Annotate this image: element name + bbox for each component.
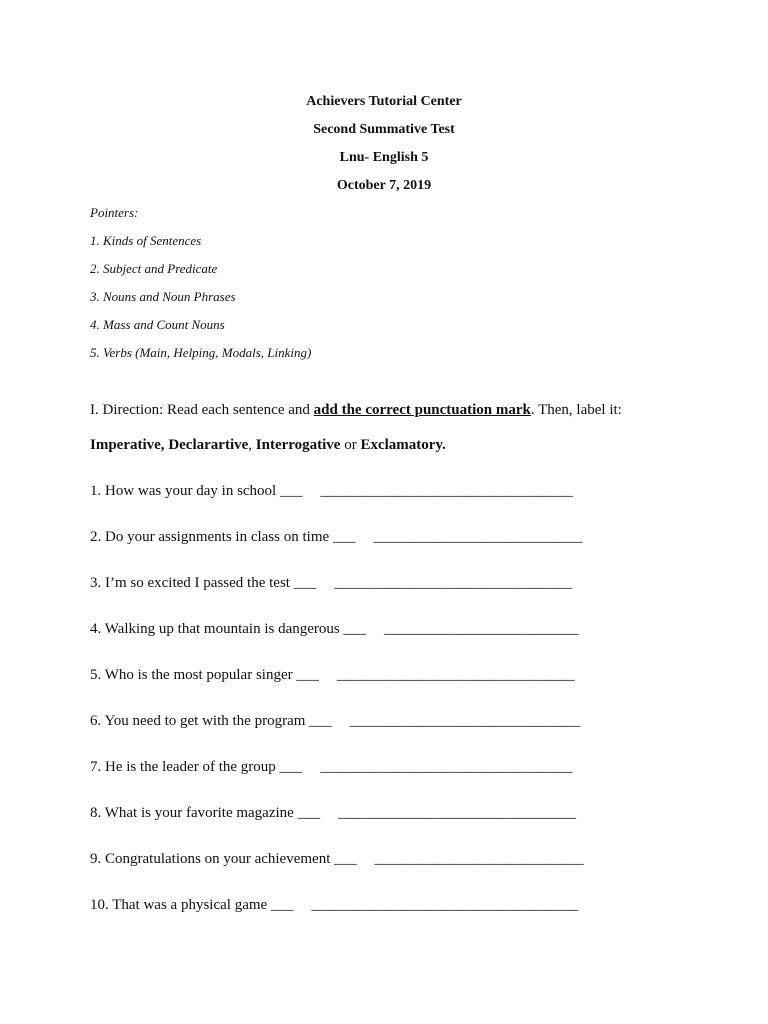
question-sentence: 9. Congratulations on your achievement ___ [90, 851, 357, 867]
label-exclamatory: Exclamatory. [360, 437, 446, 453]
direction-emphasis: add the correct punctuation mark [313, 402, 531, 418]
question-sentence: 3. I’m so excited I passed the test ___ [90, 575, 317, 591]
answer-line[interactable]: _________________________________ [338, 805, 576, 821]
pointer-item: 2. Subject and Predicate [90, 261, 218, 276]
answer-line[interactable]: ___________________________________ [320, 759, 573, 775]
subject-name: Lnu- English 5 [339, 150, 429, 165]
pointer-item: 5. Verbs (Main, Helping, Modals, Linking) [90, 345, 312, 360]
pointer-item: 4. Mass and Count Nouns [90, 317, 225, 332]
question-item [90, 712, 580, 730]
question-item [90, 758, 572, 776]
answer-line[interactable]: _____________________________ [374, 851, 584, 867]
pointer-item: 3. Nouns and Noun Phrases [90, 289, 236, 304]
label-comma: , [248, 437, 253, 453]
question-item [90, 528, 582, 546]
question-sentence: 1. How was your day in school ___ [90, 483, 303, 499]
question-item [90, 666, 574, 684]
label-interrogative: Interrogative [255, 437, 341, 453]
question-item [90, 896, 578, 914]
question-sentence: 6. You need to get with the program ___ [90, 713, 332, 729]
answer-line[interactable]: _____________________________________ [311, 897, 578, 913]
question-sentence: 10. That was a physical game ___ [90, 897, 294, 913]
test-date: October 7, 2019 [336, 178, 432, 193]
question-item [90, 574, 572, 592]
question-item [90, 804, 576, 822]
question-sentence: 4. Walking up that mountain is dangerous ___ [90, 621, 366, 637]
question-sentence: 5. Who is the most popular singer ___ [90, 667, 319, 683]
pointers-heading: Pointers: [90, 205, 139, 220]
question-item [90, 482, 573, 500]
question-sentence: 2. Do your assignments in class on time ___ [90, 529, 356, 545]
label-declarative: Declarartive [168, 437, 249, 453]
sentence-types [90, 436, 446, 454]
question-item [90, 620, 578, 638]
center-name: Achievers Tutorial Center [306, 94, 462, 109]
direction-suffix: . Then, label it: [530, 402, 622, 418]
answer-line[interactable]: ___________________________________ [320, 483, 573, 499]
answer-line[interactable]: _____________________________ [373, 529, 583, 545]
question-sentence: 8. What is your favorite magazine ___ [90, 805, 321, 821]
question-sentence: 7. He is the leader of the group ___ [90, 759, 303, 775]
question-item [90, 850, 583, 868]
answer-line[interactable]: _________________________________ [336, 667, 575, 683]
direction-prefix: I. Direction: Read each sentence and [90, 402, 314, 418]
answer-line[interactable]: ___________________________ [383, 621, 579, 637]
answer-line[interactable]: ________________________________ [349, 713, 581, 729]
label-or: or [340, 437, 361, 453]
test-title: Second Summative Test [313, 122, 455, 137]
direction-instruction [90, 401, 622, 419]
pointer-item: 1. Kinds of Sentences [90, 233, 202, 248]
label-imperative: Imperative, [90, 437, 165, 453]
answer-line[interactable]: _________________________________ [334, 575, 572, 591]
